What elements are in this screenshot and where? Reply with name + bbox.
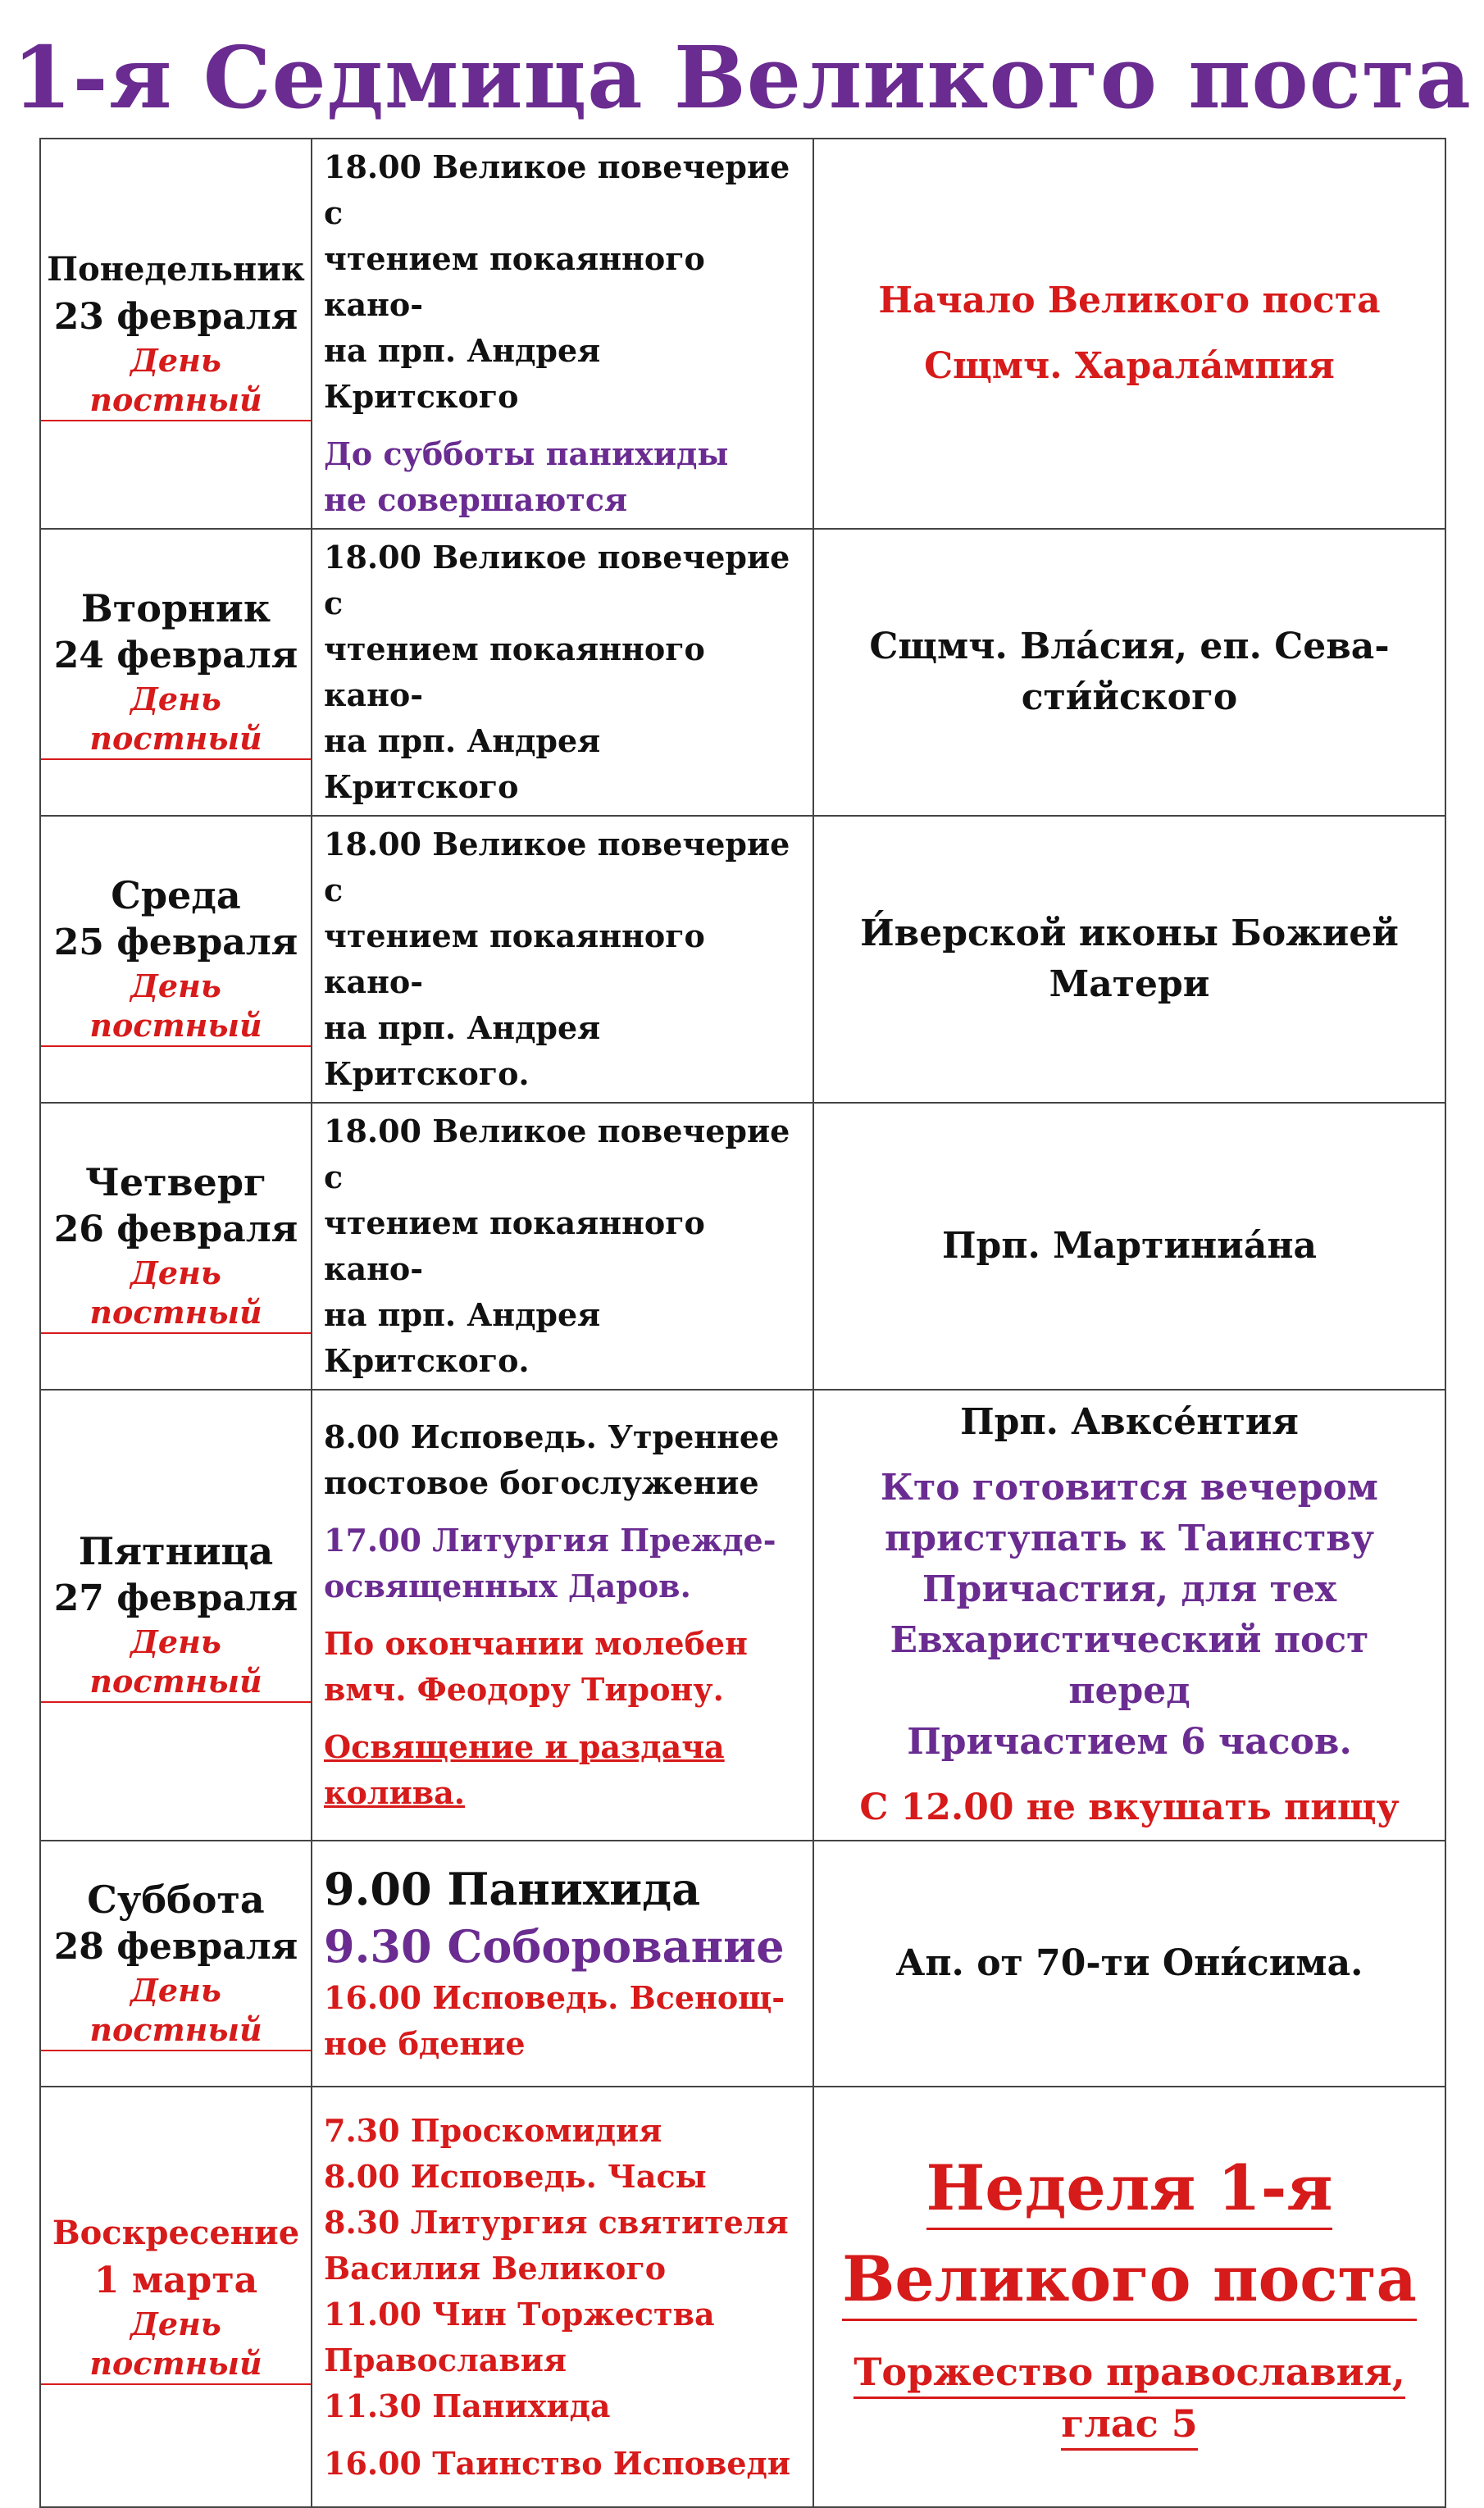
- day-date: 25 февраля: [53, 922, 298, 963]
- day-date: 27 февраля: [53, 1577, 298, 1619]
- service-line: не совершаются: [324, 481, 628, 518]
- services-cell-monday: [312, 139, 813, 529]
- feast-cell-wednesday: [813, 816, 1445, 1103]
- service-line: Освящение и раздача: [324, 1728, 725, 1765]
- service-line: До субботы панихиды: [324, 435, 729, 472]
- day-name: Вторник: [80, 586, 271, 630]
- day-date: 1 марта: [93, 2259, 258, 2301]
- service-line: 8.00 Исповедь. Утреннее: [324, 1418, 780, 1455]
- table-row-wednesday: [40, 816, 1445, 1103]
- feast-cell-sunday: [813, 2087, 1445, 2507]
- day-date: 26 февраля: [53, 1208, 298, 1250]
- service-line: 18.00 Великое повечерие с: [324, 1113, 790, 1195]
- service-line: 7.30 Проскомидия: [324, 2111, 662, 2149]
- feast-line: С 12.00 не вкушать пищу: [859, 1787, 1400, 1828]
- service-line: 8.00 Исповедь. Часы: [324, 2157, 707, 2195]
- fast-note: День постный: [41, 2305, 311, 2385]
- service-line: 16.00 Исповедь. Всенощ-: [324, 1979, 785, 2016]
- day-cell-friday: [40, 1390, 312, 1841]
- feast-heading: Неделя 1-я: [926, 2149, 1333, 2230]
- feast-line: Причастия, для тех: [922, 1568, 1337, 1610]
- services-cell-thursday: [312, 1103, 813, 1390]
- service-line: ное бдение: [324, 2025, 526, 2062]
- services-cell-wednesday: [312, 816, 813, 1103]
- day-date: 28 февраля: [53, 1926, 298, 1968]
- day-name: Суббота: [87, 1878, 265, 1922]
- feast-line: Сщмч. Харала́мпия: [924, 345, 1335, 387]
- service-line: освященных Даров.: [324, 1568, 691, 1604]
- feast-line: Евхаристический пост перед: [890, 1619, 1369, 1712]
- feast-heading: Великого поста: [842, 2240, 1417, 2321]
- service-line: Василия Великого: [324, 2249, 667, 2287]
- feast-cell-tuesday: [813, 529, 1445, 816]
- service-line: 11.30 Панихида: [324, 2387, 611, 2424]
- feast-cell-thursday: [813, 1103, 1445, 1390]
- services-cell-friday: [312, 1390, 813, 1841]
- day-name: Среда: [111, 873, 241, 917]
- day-date: 23 февраля: [53, 296, 298, 338]
- table-row-thursday: [40, 1103, 1445, 1390]
- feast-line: Причастием 6 часов.: [907, 1721, 1352, 1763]
- table-row-saturday: [40, 1841, 1445, 2087]
- feast-line: Прп. Мартиниа́на: [941, 1225, 1318, 1267]
- fast-note: День постный: [41, 1254, 311, 1334]
- service-line: 9.00 Панихида: [324, 1863, 701, 1915]
- service-line: чтением покаянного кано-: [324, 1204, 705, 1287]
- service-line: на прп. Андрея Критского.: [324, 1009, 601, 1092]
- service-line: 8.30 Литургия святителя: [324, 2203, 789, 2241]
- day-cell-wednesday: [40, 816, 312, 1103]
- day-name: Воскресение: [52, 2213, 300, 2252]
- feast-line: сти́йского: [1021, 676, 1238, 718]
- fast-note: День постный: [41, 680, 311, 760]
- service-line: чтением покаянного кано-: [324, 240, 705, 323]
- service-line: 16.00 Таинство Исповеди: [324, 2444, 791, 2482]
- feast-subheading: глас 5: [1061, 2399, 1197, 2451]
- day-date: 24 февраля: [53, 635, 298, 676]
- feast-cell-monday: [813, 139, 1445, 529]
- service-line: постовое богослужение: [324, 1464, 759, 1501]
- service-line: на прп. Андрея Критского: [324, 332, 601, 415]
- table-row-monday: [40, 139, 1445, 529]
- feast-line: Начало Великого поста: [878, 280, 1381, 321]
- feast-line: Кто готовится вечером: [880, 1467, 1379, 1509]
- schedule-table: [39, 138, 1446, 2508]
- day-name: Понедельник: [47, 250, 305, 289]
- fast-note: День постный: [41, 967, 311, 1047]
- day-cell-thursday: [40, 1103, 312, 1390]
- day-cell-tuesday: [40, 529, 312, 816]
- page-title: 1-я Седмица Великого поста: [12, 27, 1472, 128]
- feast-line: И́верской иконы Божией: [860, 913, 1399, 954]
- fast-note: День постный: [41, 341, 311, 421]
- service-line: По окончании молебен: [324, 1625, 748, 1662]
- day-cell-monday: [40, 139, 312, 529]
- feast-subheading: Торжество православия,: [854, 2347, 1405, 2399]
- service-line: на прп. Андрея Критского.: [324, 1296, 601, 1379]
- day-name: Пятница: [78, 1529, 274, 1573]
- day-name: Четверг: [84, 1160, 267, 1204]
- feast-line: приступать к Таинству: [885, 1518, 1374, 1559]
- feast-line: Прп. Авксе́нтия: [960, 1401, 1299, 1443]
- fast-note: День постный: [41, 1623, 311, 1703]
- service-line: колива.: [324, 1774, 466, 1811]
- service-line: 18.00 Великое повечерие с: [324, 148, 790, 231]
- services-cell-sunday: [312, 2087, 813, 2507]
- services-cell-saturday: [312, 1841, 813, 2087]
- feast-line: Матери: [1049, 963, 1210, 1005]
- service-line: 18.00 Великое повечерие с: [324, 826, 790, 908]
- table-row-friday: [40, 1390, 1445, 1841]
- service-line: вмч. Феодору Тирону.: [324, 1671, 724, 1708]
- service-line: 9.30 Соборование: [324, 1920, 785, 1973]
- feast-line: Ап. от 70-ти Они́сима.: [895, 1942, 1363, 1984]
- service-line: 18.00 Великое повечерие с: [324, 539, 790, 621]
- fast-note: День постный: [41, 1971, 311, 2051]
- service-line: на прп. Андрея Критского: [324, 722, 601, 805]
- service-line: Православия: [324, 2341, 567, 2378]
- service-line: чтением покаянного кано-: [324, 630, 705, 713]
- feast-cell-saturday: [813, 1841, 1445, 2087]
- feast-cell-friday: [813, 1390, 1445, 1841]
- service-line: 11.00 Чин Торжества: [324, 2295, 715, 2333]
- table-row-sunday: [40, 2087, 1445, 2507]
- table-row-tuesday: [40, 529, 1445, 816]
- day-cell-saturday: [40, 1841, 312, 2087]
- day-cell-sunday: [40, 2087, 312, 2507]
- service-line: 17.00 Литургия Прежде-: [324, 1522, 776, 1559]
- services-cell-tuesday: [312, 529, 813, 816]
- service-line: чтением покаянного кано-: [324, 917, 705, 1000]
- feast-line: Сщмч. Вла́сия, еп. Сева-: [869, 626, 1390, 667]
